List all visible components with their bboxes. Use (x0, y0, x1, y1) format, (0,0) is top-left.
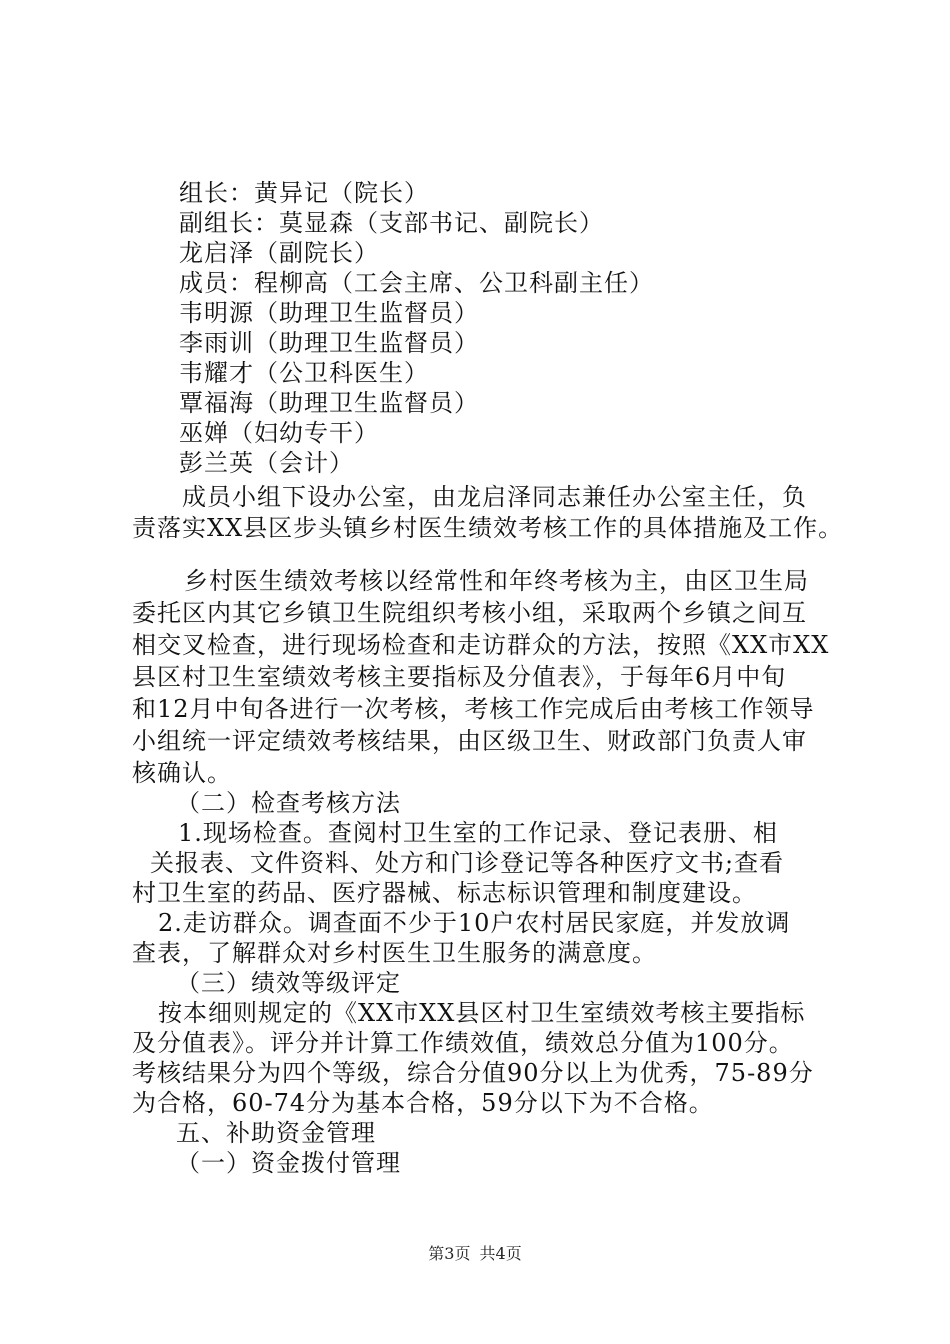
text-line: 1.现场检查。查阅村卫生室的工作记录、登记表册、相 (178, 819, 778, 847)
text-line: 及分值表》。评分并计算工作绩效值，绩效总分值为100分。 (132, 1029, 794, 1057)
text-line: 副组长：莫显森（支部书记、副院长） (179, 209, 604, 237)
text-line: 成员小组下设办公室，由龙启泽同志兼任办公室主任，负 (182, 483, 807, 511)
section-heading: 五、补助资金管理 (176, 1119, 376, 1147)
text-line: 村卫生室的药品、医疗器械、标志标识管理和制度建设。 (132, 879, 757, 907)
text-line: 县区村卫生室绩效考核主要指标及分值表》，于每年6月中旬 (132, 663, 787, 691)
text-line: 按本细则规定的《XX市XX县区村卫生室绩效考核主要指标 (158, 999, 806, 1027)
text-line: 乡村医生绩效考核以经常性和年终考核为主，由区卫生局 (184, 567, 809, 595)
text-line: 韦明源（助理卫生监督员） (179, 299, 479, 327)
text-line: 相交叉检查，进行现场检查和走访群众的方法，按照《XX市XX (132, 631, 830, 659)
page-footer (0, 1244, 950, 1264)
text-line: 韦耀才（公卫科医生） (179, 359, 429, 387)
text-line: 李雨训（助理卫生监督员） (179, 329, 479, 357)
text-line: 委托区内其它乡镇卫生院组织考核小组，采取两个乡镇之间互 (132, 599, 807, 627)
text-line: 巫婵（妇幼专干） (179, 419, 379, 447)
total-pages: 共4页 (479, 1244, 522, 1263)
text-line: 和12月中旬各进行一次考核，考核工作完成后由考核工作领导 (132, 695, 815, 723)
text-line: 查表，了解群众对乡村医生卫生服务的满意度。 (132, 939, 657, 967)
text-line: 龙启泽（副院长） (179, 239, 379, 267)
text-line: 责落实XX县区步头镇乡村医生绩效考核工作的具体措施及工作。 (132, 514, 844, 542)
text-line: 为合格，60-74分为基本合格，59分以下为不合格。 (132, 1089, 714, 1117)
text-line: 2.走访群众。调查面不少于10户农村居民家庭，并发放调 (158, 909, 791, 937)
section-heading: （一）资金拨付管理 (176, 1149, 401, 1177)
text-line: 考核结果分为四个等级，综合分值90分以上为优秀，75-89分 (132, 1059, 814, 1087)
text-line: 成员：程柳高（工会主席、公卫科副主任） (179, 269, 654, 297)
text-line: 关报表、文件资料、处方和门诊登记等各种医疗文书;查看 (150, 849, 785, 877)
section-heading: （三）绩效等级评定 (176, 969, 401, 997)
text-line: 彭兰英（会计） (179, 449, 354, 477)
text-line: 小组统一评定绩效考核结果，由区级卫生、财政部门负责人审 (132, 727, 807, 755)
text-line: 核确认。 (132, 759, 232, 787)
text-line: 组长：黄异记（院长） (179, 179, 429, 207)
page-number: 第3页 (428, 1244, 471, 1263)
text-line: 覃福海（助理卫生监督员） (179, 389, 479, 417)
section-heading: （二）检查考核方法 (176, 789, 401, 817)
